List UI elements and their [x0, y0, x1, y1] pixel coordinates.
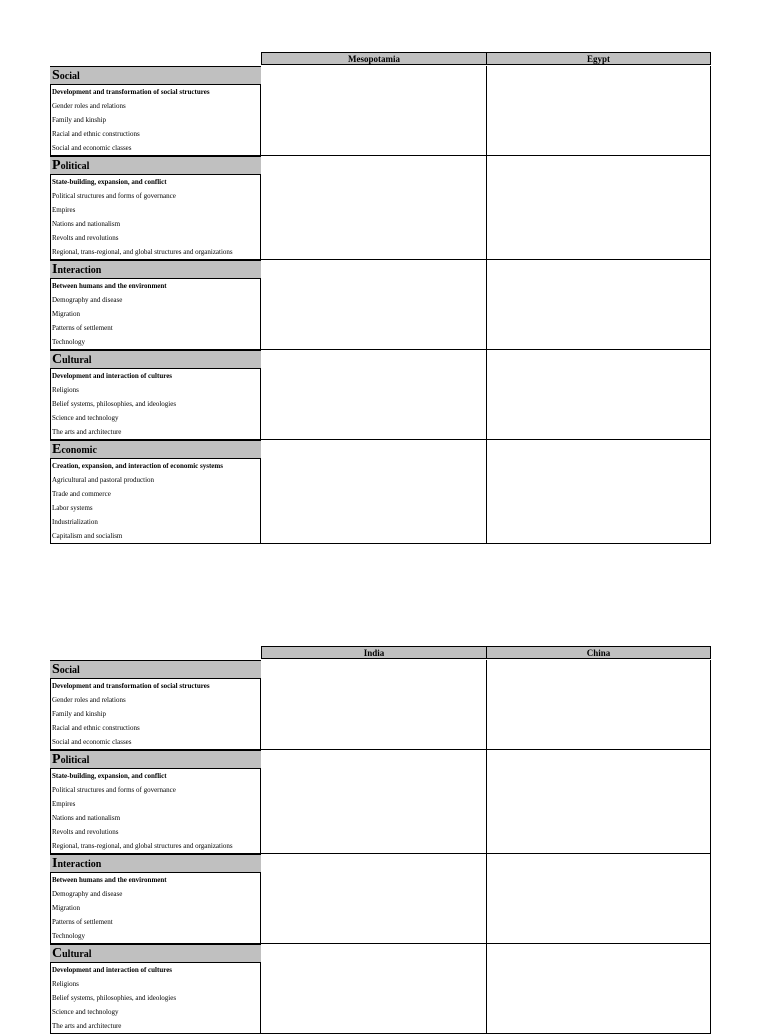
- comparison-table-1: [50, 52, 711, 544]
- theme-item: The arts and architecture: [52, 428, 122, 436]
- theme-initial: C: [52, 946, 63, 961]
- theme-item: Migration: [52, 904, 80, 912]
- theme-subheading: State-building, expansion, and conflict: [52, 772, 167, 780]
- theme-item: Empires: [52, 800, 76, 808]
- column-header: Egypt: [486, 52, 711, 65]
- theme-item: Industrialization: [52, 518, 98, 526]
- theme-subheading: Development and transformation of social structures: [52, 88, 210, 96]
- theme-section: [50, 660, 711, 750]
- theme-initial: I: [52, 856, 58, 871]
- answer-cell-china[interactable]: [486, 944, 711, 1033]
- theme-section: [50, 66, 711, 156]
- theme-section: [50, 260, 711, 350]
- theme-subheading: Creation, expansion, and interaction of economic systems: [52, 462, 223, 470]
- theme-item: Religions: [52, 980, 79, 988]
- theme-title: nteraction: [57, 859, 102, 870]
- theme-heading: [50, 66, 261, 85]
- theme-item: Labor systems: [52, 504, 93, 512]
- answer-cell-india[interactable]: [261, 660, 487, 749]
- theme-item: Demography and disease: [52, 296, 123, 304]
- theme-item: Political structures and forms of governance: [52, 786, 176, 794]
- column-header: China: [486, 646, 711, 659]
- theme-title: ultural: [62, 355, 92, 366]
- answer-cell-india[interactable]: [261, 944, 487, 1033]
- theme-subheading: Development and interaction of cultures: [52, 372, 173, 380]
- column-header: Mesopotamia: [261, 52, 487, 65]
- theme-initial: E: [52, 442, 62, 457]
- theme-section: [50, 944, 711, 1034]
- answer-cell-egypt[interactable]: [486, 66, 711, 155]
- theme-item: Belief systems, philosophies, and ideologies: [52, 994, 177, 1002]
- theme-heading: [50, 660, 261, 679]
- theme-item: Revolts and revolutions: [52, 234, 119, 242]
- theme-initial: S: [52, 68, 60, 83]
- theme-item: Regional, trans-regional, and global structures and organizations: [52, 248, 233, 256]
- theme-heading: [50, 944, 261, 963]
- theme-item: Patterns of settlement: [52, 918, 113, 926]
- theme-item: Revolts and revolutions: [52, 828, 119, 836]
- answer-cell-india[interactable]: [261, 854, 487, 943]
- answer-cell-china[interactable]: [486, 660, 711, 749]
- theme-item: Trade and commerce: [52, 490, 111, 498]
- theme-item: The arts and architecture: [52, 1022, 122, 1030]
- theme-item: Belief systems, philosophies, and ideologies: [52, 400, 177, 408]
- column-header: India: [261, 646, 487, 659]
- table-header: [50, 646, 711, 660]
- answer-cell-egypt[interactable]: [486, 156, 711, 259]
- theme-heading: [50, 854, 261, 873]
- theme-initial: I: [52, 262, 58, 277]
- theme-title: ocial: [59, 71, 80, 82]
- theme-item: Empires: [52, 206, 76, 214]
- answer-cell-egypt[interactable]: [486, 440, 711, 543]
- theme-item: Nations and nationalism: [52, 220, 121, 228]
- table-header: [50, 52, 711, 66]
- theme-section: [50, 440, 711, 544]
- answer-cell-mesopotamia[interactable]: [261, 350, 487, 439]
- theme-heading: [50, 260, 261, 279]
- theme-item: Regional, trans-regional, and global structures and organizations: [52, 842, 233, 850]
- answer-cell-mesopotamia[interactable]: [261, 260, 487, 349]
- theme-initial: P: [52, 158, 61, 173]
- theme-subheading: Between humans and the environment: [52, 282, 167, 290]
- theme-initial: C: [52, 352, 63, 367]
- theme-item: Migration: [52, 310, 80, 318]
- theme-subheading: Development and interaction of cultures: [52, 966, 173, 974]
- theme-item: Political structures and forms of governance: [52, 192, 176, 200]
- theme-item: Technology: [52, 932, 85, 940]
- theme-item: Technology: [52, 338, 85, 346]
- comparison-table-2: [50, 646, 711, 1034]
- answer-cell-mesopotamia[interactable]: [261, 440, 487, 543]
- theme-title: nteraction: [57, 265, 102, 276]
- theme-item: Gender roles and relations: [52, 696, 126, 704]
- theme-item: Science and technology: [52, 1008, 119, 1016]
- answer-cell-mesopotamia[interactable]: [261, 66, 487, 155]
- theme-section: [50, 750, 711, 854]
- theme-item: Religions: [52, 386, 79, 394]
- theme-item: Capitalism and socialism: [52, 532, 123, 540]
- theme-heading: [50, 750, 261, 769]
- answer-cell-mesopotamia[interactable]: [261, 156, 487, 259]
- theme-item: Racial and ethnic constructions: [52, 130, 140, 138]
- theme-heading: [50, 156, 261, 175]
- theme-item: Racial and ethnic constructions: [52, 724, 140, 732]
- theme-section: [50, 350, 711, 440]
- answer-cell-china[interactable]: [486, 854, 711, 943]
- theme-initial: P: [52, 752, 61, 767]
- theme-item: Family and kinship: [52, 710, 107, 718]
- theme-item: Gender roles and relations: [52, 102, 126, 110]
- theme-section: [50, 854, 711, 944]
- theme-item: Science and technology: [52, 414, 119, 422]
- theme-title: ocial: [59, 665, 80, 676]
- theme-heading: [50, 440, 261, 459]
- theme-section: [50, 156, 711, 260]
- theme-item: Patterns of settlement: [52, 324, 113, 332]
- answer-cell-china[interactable]: [486, 750, 711, 853]
- theme-item: Social and economic classes: [52, 738, 132, 746]
- theme-subheading: Development and transformation of social structures: [52, 682, 210, 690]
- theme-item: Agricultural and pastoral production: [52, 476, 155, 484]
- theme-initial: S: [52, 662, 60, 677]
- theme-title: ultural: [62, 949, 92, 960]
- theme-title: olitical: [60, 755, 90, 766]
- answer-cell-egypt[interactable]: [486, 260, 711, 349]
- theme-subheading: Between humans and the environment: [52, 876, 167, 884]
- answer-cell-india[interactable]: [261, 750, 487, 853]
- theme-item: Demography and disease: [52, 890, 123, 898]
- theme-title: olitical: [60, 161, 90, 172]
- theme-item: Nations and nationalism: [52, 814, 121, 822]
- theme-heading: [50, 350, 261, 369]
- theme-title: conomic: [61, 445, 97, 456]
- answer-cell-egypt[interactable]: [486, 350, 711, 439]
- theme-subheading: State-building, expansion, and conflict: [52, 178, 167, 186]
- theme-item: Family and kinship: [52, 116, 107, 124]
- theme-item: Social and economic classes: [52, 144, 132, 152]
